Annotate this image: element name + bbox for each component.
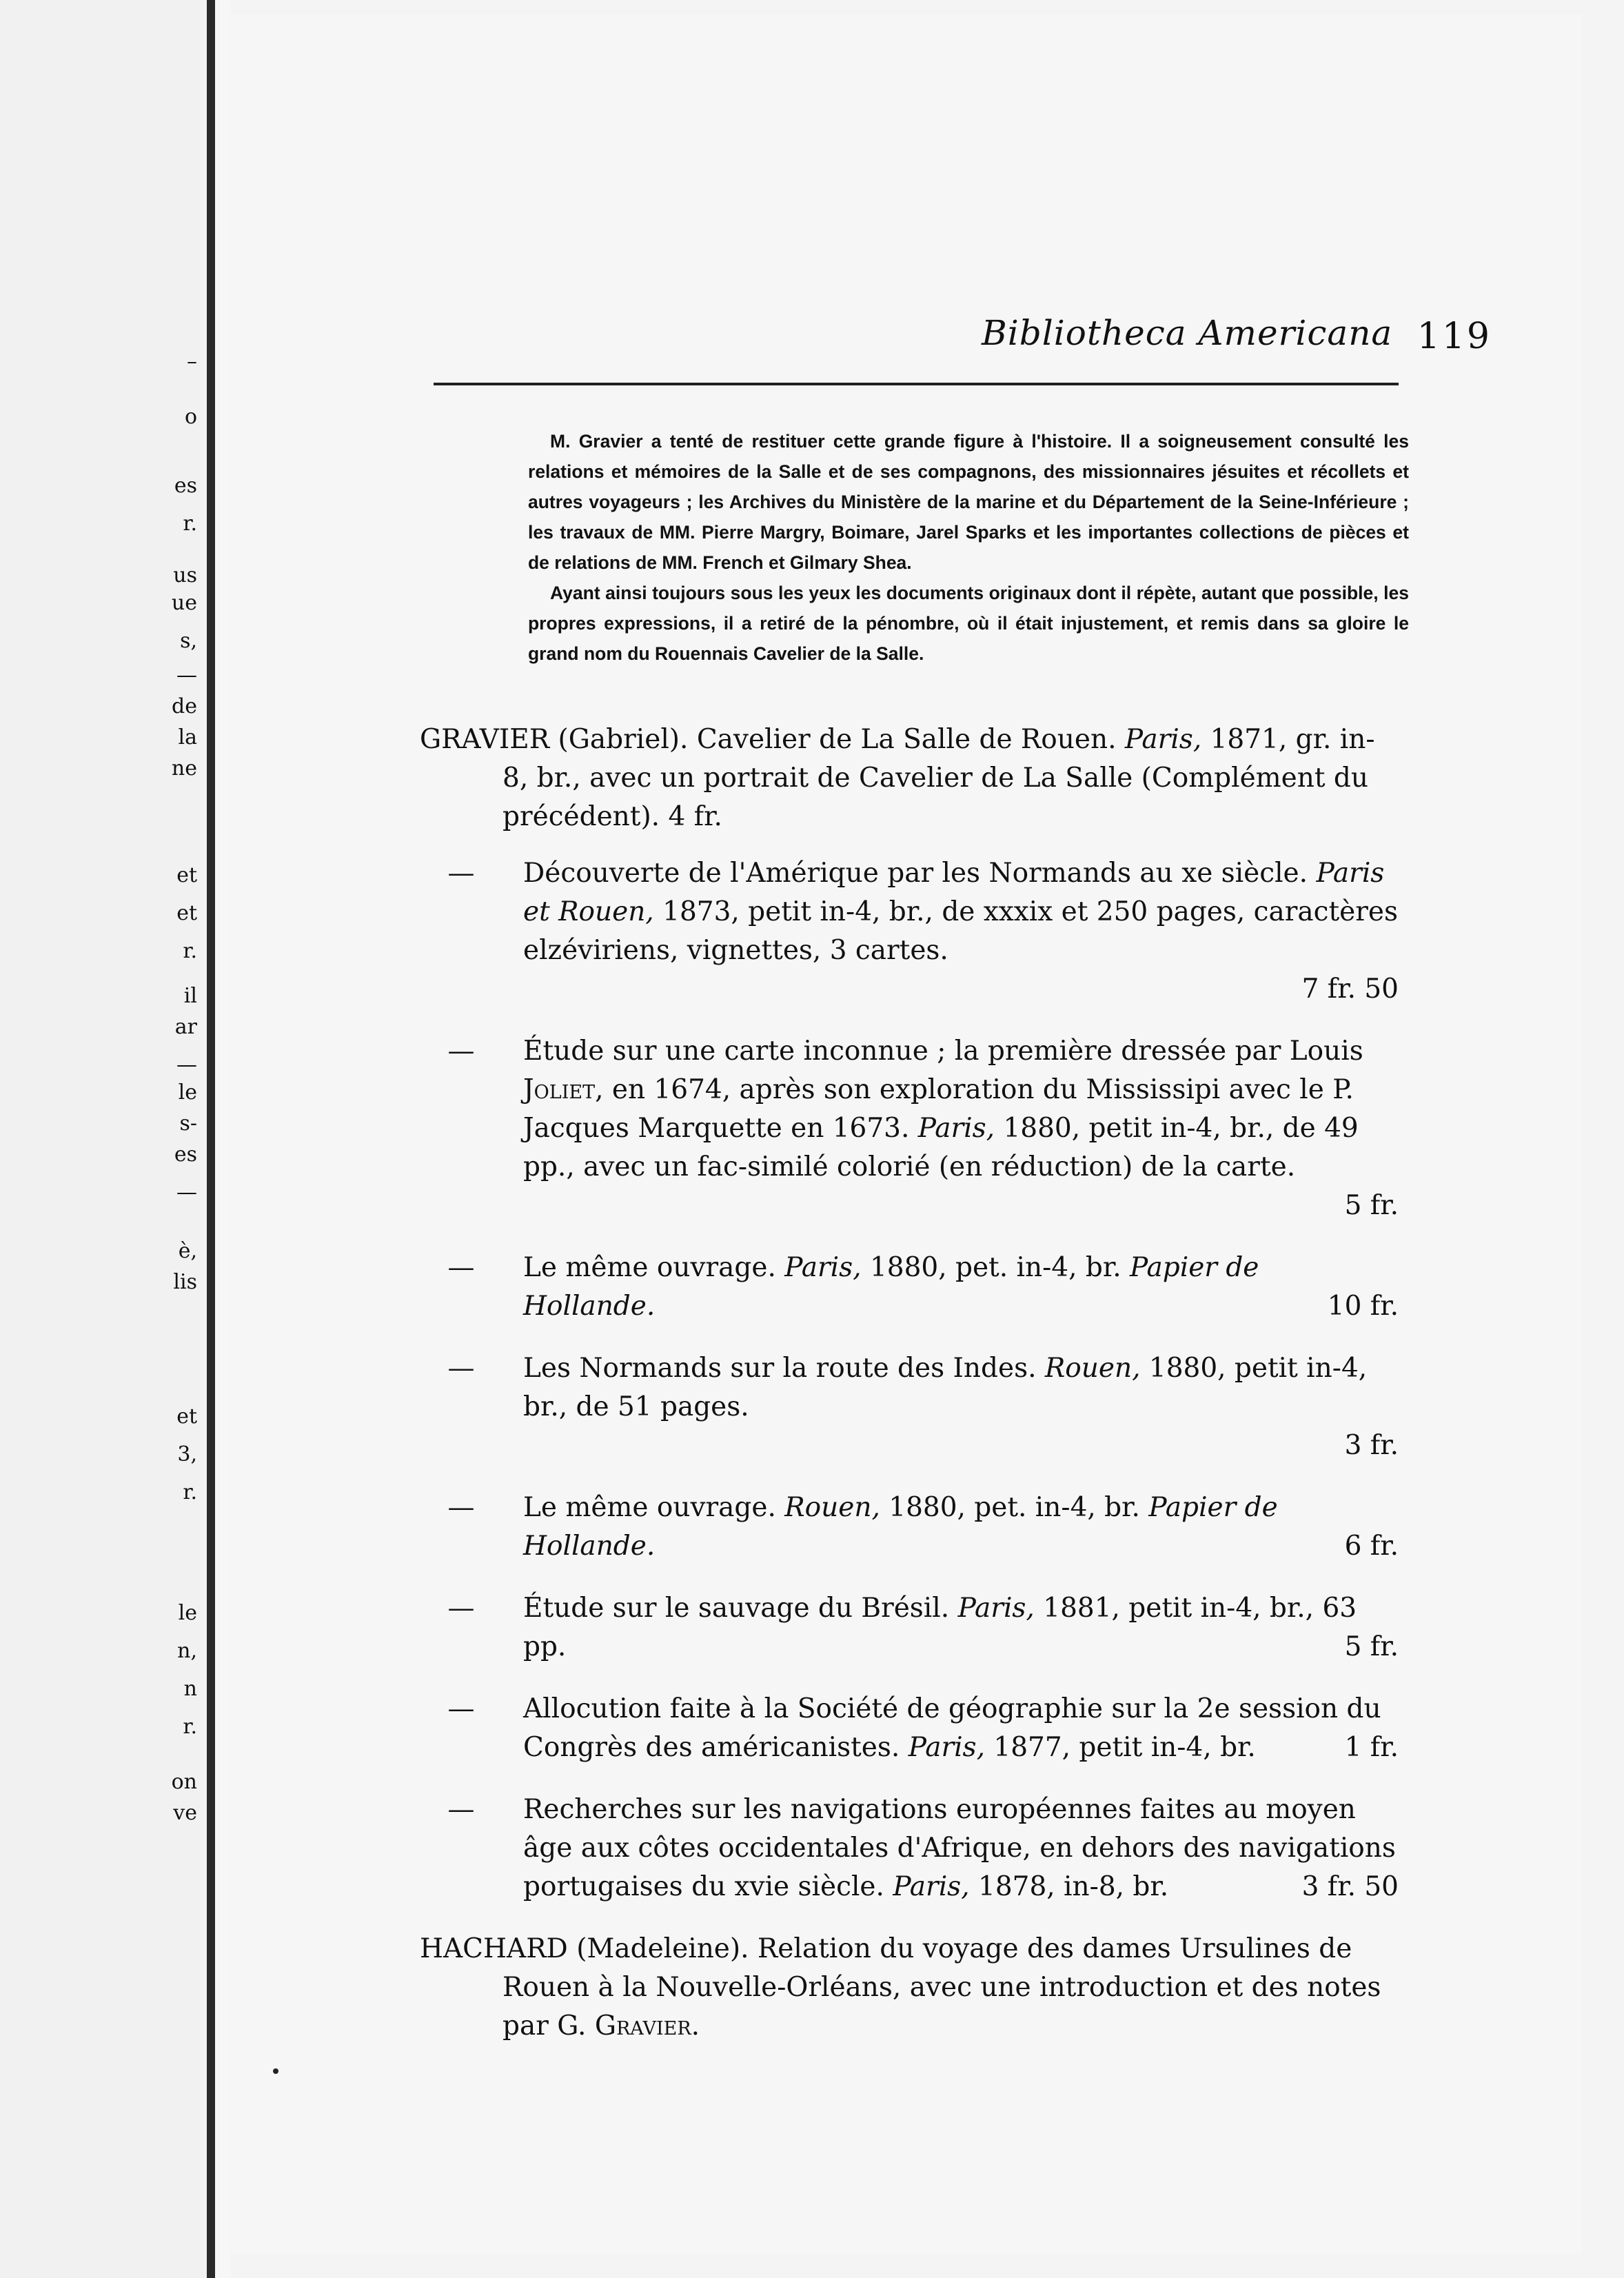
catalogue-entry [420, 1589, 1399, 1666]
entry-place: Paris, [893, 1871, 970, 1902]
entry-price: 6 fr. [1344, 1531, 1399, 1562]
facing-page-edge [0, 0, 208, 2278]
entry-dash: — [447, 1492, 475, 1523]
entry-place: Rouen, [1044, 1353, 1141, 1384]
entry-price: 7 fr. 50 [1301, 974, 1399, 1005]
facing-page-fragment: ar [174, 1015, 197, 1039]
entry-details: 1878, in-8, br. [978, 1871, 1169, 1902]
facing-page-fragment: r. [183, 1480, 197, 1504]
entry-price: 5 fr. [1344, 1631, 1399, 1662]
catalogue-entry [420, 1690, 1399, 1767]
entry-price: 3 fr. 50 [1301, 1871, 1399, 1902]
running-title: Bibliotheca Americana [982, 313, 1393, 353]
entry-place: Paris, [917, 1113, 995, 1144]
entry-title-cont: en 1674, après son exploration du Mississipi avec le P. Jacques Marquette en 1673. [523, 1074, 1354, 1144]
facing-page-fragment: le [178, 1080, 197, 1105]
entry-details: 1880, pet. in-4, br. [889, 1492, 1140, 1523]
facing-page-fragment: us [173, 563, 197, 587]
entry-dash: — [447, 1036, 475, 1067]
facing-page-fragment: et [176, 1404, 197, 1429]
facing-page-fragment: n, [177, 1639, 197, 1663]
note-paragraph: M. Gravier a tenté de restituer cette grande figure à l'histoire. Il a soigneusement consulté les relations et mémoires de la Salle et de ses compagnons, des missionnaires jésuites et récollets et autres voyageurs ; les Archives du Ministère de la marine et du Département de la Seine-Inférieure ; les travaux de MM. Pierre Margry, Boimare, Jarel Sparks et les importantes collections de pièces et de relations de MM. French et Gilmary Shea. [528, 431, 1409, 573]
entry-details: 1880, pet. in-4, br. [869, 1252, 1121, 1283]
entry-title: Le même ouvrage. [523, 1492, 776, 1523]
book-spine [207, 0, 230, 2278]
entry-place: Paris, [908, 1732, 985, 1763]
entry-place: Paris, [957, 1593, 1035, 1624]
facing-page-fragment: r. [183, 1715, 197, 1739]
entry-title: Cavelier de La Salle de Rouen. [696, 724, 1117, 755]
entry-details: 1873, petit in-4, br., de xxxix et 250 pages, caractères elzéviriens, vignettes, 3 cartes. [523, 896, 1398, 966]
facing-page-fragment: è, [178, 1239, 197, 1263]
catalogue-entry [420, 1032, 1399, 1225]
catalogue-entry [420, 1930, 1399, 2046]
facing-page-fragment: es [174, 474, 197, 498]
facing-page-fragment: il [183, 984, 197, 1008]
entry-dash: — [447, 1794, 475, 1825]
facing-page-fragment: on [171, 1770, 197, 1794]
facing-page-fragment: — [176, 1053, 197, 1077]
facing-page-fragment: s- [179, 1111, 197, 1136]
entry-title: Les Normands sur la route des Indes. [523, 1353, 1037, 1384]
page-header [754, 309, 1492, 357]
entry-price: 1 fr. [1344, 1732, 1399, 1763]
entry-dash: — [447, 1353, 475, 1384]
catalogue-entry [420, 1249, 1399, 1326]
entry-place: Paris, [784, 1252, 862, 1283]
facing-page-fragment: ne [171, 756, 197, 780]
entry-place: Paris et Rouen, [523, 858, 1385, 927]
catalogue-entries [420, 720, 1399, 2046]
entry-title: Le même ouvrage. [523, 1252, 776, 1283]
facing-page-fragment: ue [171, 591, 197, 615]
entry-price: 5 fr. [1344, 1190, 1399, 1221]
facing-page-fragment: — [176, 1180, 197, 1204]
entry-title: Recherches sur les navigations européennes faites au moyen âge aux côtes occidentales d'Afrique, en dehors des navigations portugaises du xvie siècle. [523, 1794, 1396, 1902]
catalogue-entry [420, 720, 1399, 836]
entry-title: Découverte de l'Amérique par les Normands au xe siècle. [523, 858, 1308, 889]
entry-place: Paris, [1124, 724, 1202, 755]
note-paragraph: Ayant ainsi toujours sous les yeux les documents originaux dont il répète, autant que possible, les propres expressions, il a retiré de la pénombre, où il était injustement, et remis dans sa gloire le grand nom du Rouennais Cavelier de la Salle. [528, 583, 1409, 664]
entry-dash: — [447, 1252, 475, 1283]
facing-page-fragment: n [183, 1677, 197, 1701]
entry-price: 4 fr. [668, 801, 722, 832]
facing-page-fragment: s, [180, 629, 197, 653]
entry-title: Étude sur le sauvage du Brésil. [523, 1593, 950, 1624]
facing-page-fragment: lis [173, 1270, 197, 1294]
ink-speck [273, 2068, 278, 2074]
facing-page-fragment: r. [183, 512, 197, 536]
entry-author: HACHARD (Madeleine). [420, 1933, 749, 1964]
note-paragraphs [528, 426, 1409, 669]
entry-details: 1881, petit in-4, br., 63 pp. [523, 1593, 1357, 1662]
catalogue-entry [420, 1489, 1399, 1566]
entry-details: 1871, gr. in-8, br., avec un portrait de Cavelier de La Salle (Complément du précédent). [503, 724, 1375, 832]
facing-page-fragment: — [176, 663, 197, 687]
catalogue-entry [420, 854, 1399, 1009]
facing-page-fragment: le [178, 1601, 197, 1625]
entry-title: Allocution faite à la Société de géographie sur la 2e session du Congrès des américanistes. [523, 1693, 1381, 1763]
entry-price: 10 fr. [1327, 1291, 1399, 1322]
facing-page-fragment: es [174, 1142, 197, 1167]
entry-name: Joliet, [523, 1074, 604, 1105]
catalogue-entry [420, 1349, 1399, 1465]
entry-price: 3 fr. [1344, 1430, 1399, 1461]
entry-dash: — [447, 858, 475, 889]
entry-author: GRAVIER (Gabriel). [420, 724, 689, 755]
entry-place: Rouen, [784, 1492, 880, 1523]
facing-page-fragment: de [172, 694, 197, 718]
facing-page-fragment: et [176, 863, 197, 887]
facing-page-fragment: ve [173, 1801, 197, 1825]
entry-name: Gravier. [594, 2010, 700, 2042]
catalogue-entry [420, 1791, 1399, 1906]
entry-details: 1880, petit in-4, br., de 49 pp., avec un fac-similé colorié (en réduction) de la carte. [523, 1113, 1359, 1182]
page [230, 14, 1581, 2255]
header-rule [434, 383, 1399, 385]
entry-title: Étude sur une carte inconnue ; la première dressée par Louis [523, 1036, 1363, 1067]
entry-dash: — [447, 1693, 475, 1724]
facing-page-fragment: r. [183, 939, 197, 963]
facing-page-fragment: – [187, 350, 197, 374]
facing-page-fragment: 3, [177, 1442, 197, 1466]
facing-page-fragment: et [176, 901, 197, 925]
entry-title: Relation du voyage des dames Ursulines de Rouen à la Nouvelle-Orléans, avec une introduction et des notes par G. [503, 1933, 1381, 2042]
entry-dash: — [447, 1593, 475, 1624]
facing-page-fragment: la [178, 725, 197, 749]
facing-page-fragment: o [184, 405, 197, 429]
entry-paper: Papier de Hollande. [523, 1492, 1278, 1562]
entry-details: 1877, petit in-4, br. [993, 1732, 1256, 1763]
page-number: 119 [1417, 316, 1492, 357]
entry-details: 1880, petit in-4, br., de 51 pages. [523, 1353, 1368, 1422]
entry-paper: Papier de Hollande. [523, 1252, 1259, 1322]
